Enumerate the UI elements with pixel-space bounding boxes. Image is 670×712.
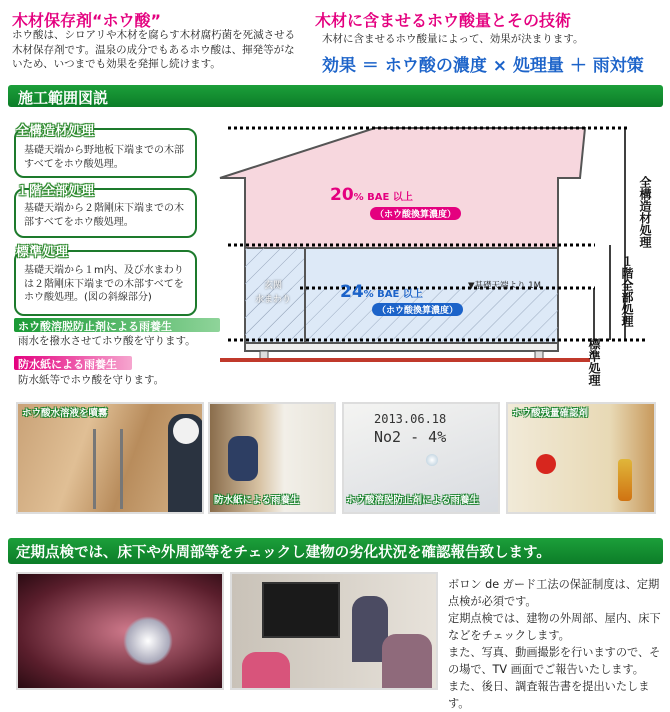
upper-concentration xyxy=(330,185,413,205)
worker-2 xyxy=(228,436,258,481)
photo-underfloor xyxy=(16,572,224,690)
label-standard: 標準処理 xyxy=(587,338,601,386)
upper-percent: 20 xyxy=(330,185,354,205)
range-box-standard-desc: 基礎天端から１m内、及び水まわりは２階剛床下端までの木部すべてをホウ酸処理。(図の斜線部分) xyxy=(24,265,184,303)
photo-tv-report xyxy=(230,572,438,690)
inspection-line-1: ボロン de ガード工法の保証制度は、定期点検が必須です。 xyxy=(448,578,660,609)
lower-percent: 24 xyxy=(340,282,364,302)
rain-item-2-title: 防水紙による雨養生 xyxy=(18,358,117,371)
range-box-standard-title: 標準処理 xyxy=(16,245,69,260)
tv-screen xyxy=(262,582,340,638)
lower-unit: % BAE 以上 xyxy=(363,289,423,300)
upper-unit: % BAE 以上 xyxy=(353,192,413,203)
entrance-label: 玄関 xyxy=(264,281,283,291)
range-box-all-desc: 基礎天端から野地板下端までの木部すべてをホウ酸処理。 xyxy=(24,145,184,170)
board-line-2: No2 - 4% xyxy=(374,428,447,446)
tech-title: 木材に含ませるホウ酸量とその技術 xyxy=(315,11,572,30)
ground xyxy=(220,358,590,362)
family-member-1 xyxy=(242,652,290,690)
inspection-banner xyxy=(8,538,663,564)
height-note: ▼基礎天端より 1M xyxy=(468,281,541,291)
board-line-1: 2013.06.18 xyxy=(374,412,447,426)
intro-title: 木材保存剤“ホウ酸” xyxy=(12,11,162,30)
range-banner-title: 施工範囲図説 xyxy=(18,89,109,107)
red-indicator xyxy=(536,454,556,474)
photo-waterproof-label: 防水紙による雨養生 xyxy=(214,495,300,506)
intro-body: ホウ酸は、シロアリや木材を腐らす木材腐朽菌を死滅させる木材保存剤です。温泉の成分でもあるホウ酸は、揮発等がないため、いつまでも効果を発揮し続けます。 xyxy=(12,29,296,71)
worker-helmet xyxy=(173,418,199,444)
inspection-banner-text: 定期点検では、床下や外周部等をチェックし建物の劣化状況を確認報告致します。 xyxy=(16,545,551,561)
water-label: 水まわり xyxy=(255,295,292,305)
foundation xyxy=(245,343,558,351)
label-first-floor: １階全部処理 xyxy=(620,255,634,327)
range-box-first-title: １階全部処理 xyxy=(16,184,95,199)
photo-spray-label: ホウ酸水溶液を噴霧 xyxy=(22,408,108,419)
inspection-text xyxy=(448,576,664,712)
lower-note: （ホウ酸換算濃度） xyxy=(372,303,463,316)
label-all-structure: 全構造材処理 xyxy=(638,176,652,248)
effect-formula: 効果 ＝ ホウ酸の濃度 × 処理量 ＋ 雨対策 xyxy=(322,56,644,76)
indicator-bottle xyxy=(618,459,632,501)
water-droplet xyxy=(426,454,438,466)
inspection-line-2: 定期点検では、建物の外周部、屋内、床下などをチェックします。 xyxy=(448,612,661,643)
range-box-all-title: 全構造材処理 xyxy=(16,124,95,139)
upper-note: （ホウ酸換算濃度） xyxy=(370,207,461,220)
photo-residual-label: ホウ酸残量確認剤 xyxy=(512,408,589,419)
rain-item-1-desc: 雨水を撥水させてホウ酸を守ります。 xyxy=(18,335,196,347)
photo-leach-label: ホウ酸溶脱防止剤による雨養生 xyxy=(346,495,480,506)
ladder xyxy=(93,429,123,509)
tech-body: 木材に含ませるホウ酸量によって、効果が決まります。 xyxy=(322,33,584,45)
rain-item-1-title: ホウ酸溶脱防止剤による雨養生 xyxy=(18,320,172,333)
range-box-first-desc: 基礎天端から２階剛床下端までの木部すべてをホウ酸処理。 xyxy=(24,203,184,228)
range-banner xyxy=(8,85,663,107)
family-member-2 xyxy=(382,634,432,690)
inspection-line-4: また、後日、調査報告書を提出いたします。 xyxy=(448,680,650,711)
inspection-light xyxy=(123,616,173,666)
inspection-line-3: また、写真、動画撮影を行いますので、その場で、TV 画面でご報告いたします。 xyxy=(448,646,661,677)
lower-concentration xyxy=(340,282,423,302)
rain-item-2-desc: 防水紙等でホウ酸を守ります。 xyxy=(18,374,165,386)
